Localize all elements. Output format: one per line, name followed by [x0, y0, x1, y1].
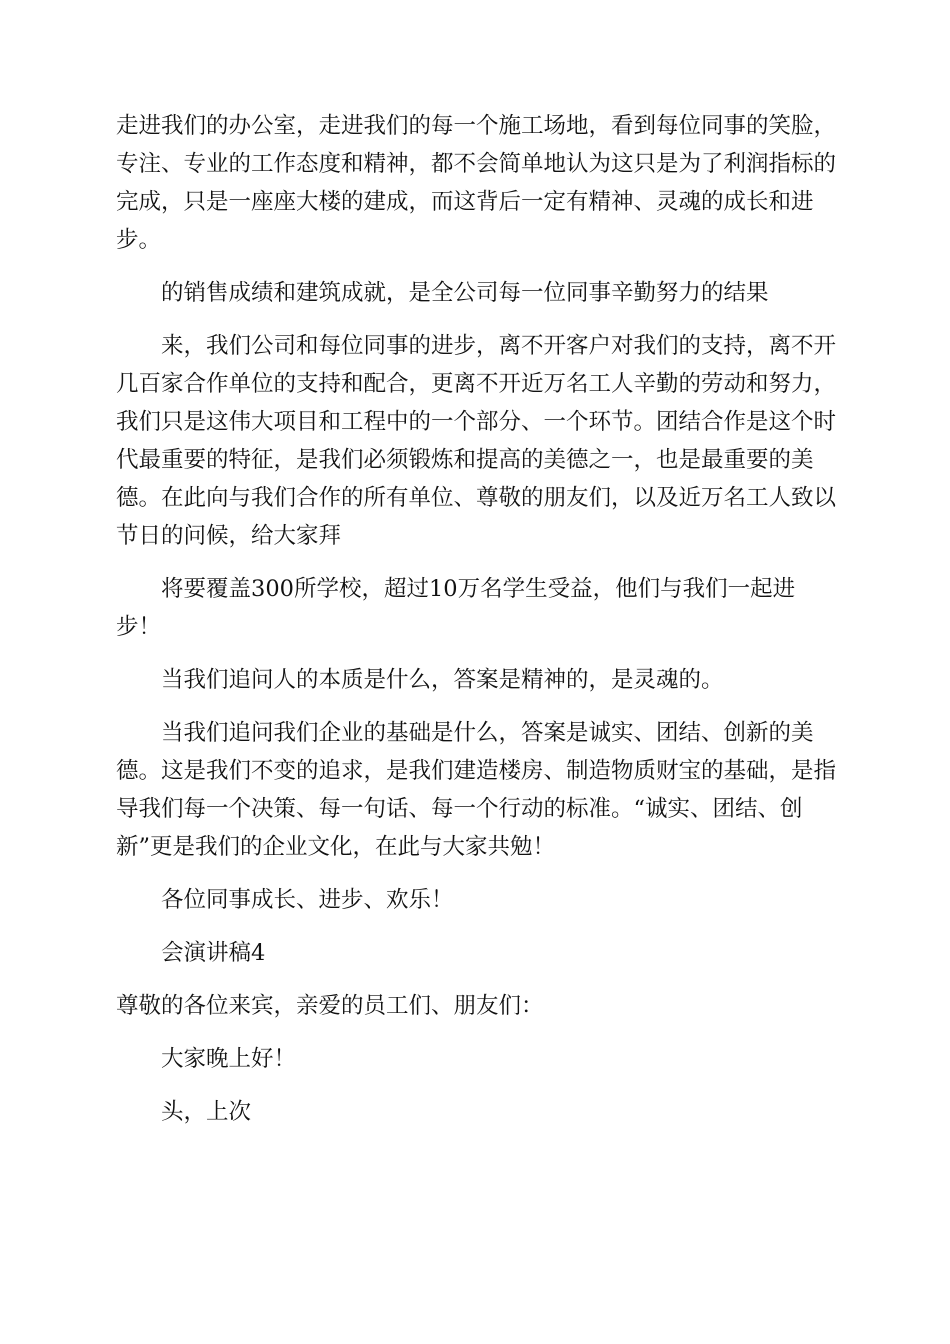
document-page — [116, 107, 837, 1146]
text-line: 我们只是这伟大项目和工程中的一个部分、一个环节。团结合作是这个时 — [116, 409, 837, 435]
paragraph — [116, 274, 832, 312]
text-line: 专注、专业的工作态度和精神，都不会简单地认为这只是为了利润指标的 — [116, 151, 837, 177]
text-line: 的销售成绩和建筑成就，是全公司每一位同事辛勤努力的结果 — [161, 280, 769, 306]
text-line: 各位同事成长、进步、欢乐！ — [161, 887, 454, 913]
section-heading — [116, 934, 832, 972]
text-line: 大家晚上好！ — [161, 1046, 297, 1072]
text-line: 德。这是我们不变的追求，是我们建造楼房、制造物质财宝的基础，是指 — [116, 758, 837, 784]
text-line: 几百家合作单位的支持和配合，更离不开近万名工人辛勤的劳动和努力， — [116, 371, 837, 397]
text-line: 导我们每一个决策、每一句话、每一个行动的标准。“诚实、团结、创 — [116, 796, 803, 822]
paragraph — [116, 107, 837, 259]
text-line: 当我们追问人的本质是什么，答案是精神的，是灵魂的。 — [161, 667, 724, 693]
salutation — [116, 987, 832, 1025]
text-line: 来，我们公司和每位同事的进步，离不开客户对我们的支持，离不开 — [161, 333, 837, 359]
paragraph — [116, 714, 837, 866]
text-line: 节日的问候，给大家拜 — [116, 523, 342, 549]
text-line: 德。在此向与我们合作的所有单位、尊敬的朋友们，以及近万名工人致以 — [116, 485, 837, 511]
text-line: 尊敬的各位来宾，亲爱的员工们、朋友们： — [116, 993, 544, 1019]
text-line: 代最重要的特征，是我们必须锻炼和提高的美德之一，也是最重要的美 — [116, 447, 814, 473]
text-line: 当我们追问我们企业的基础是什么，答案是诚实、团结、创新的美 — [161, 720, 814, 746]
text-line: 完成，只是一座座大楼的建成，而这背后一定有精神、灵魂的成长和进 — [116, 189, 814, 215]
paragraph — [116, 1093, 832, 1131]
greeting — [116, 1040, 832, 1078]
text-line: 步！ — [116, 614, 162, 640]
paragraph — [116, 570, 832, 646]
paragraph — [116, 661, 832, 699]
paragraph — [116, 881, 832, 919]
text-line: 会演讲稿4 — [161, 940, 266, 966]
text-line: 将要覆盖300所学校，超过10万名学生受益，他们与我们一起进 — [161, 576, 796, 602]
text-line: 新”更是我们的企业文化，在此与大家共勉！ — [116, 834, 556, 860]
text-line: 步。 — [116, 227, 162, 253]
text-line: 走进我们的办公室，走进我们的每一个施工场地，看到每位同事的笑脸， — [116, 113, 837, 139]
text-line: 头，上次 — [161, 1099, 252, 1125]
paragraph — [116, 327, 837, 555]
